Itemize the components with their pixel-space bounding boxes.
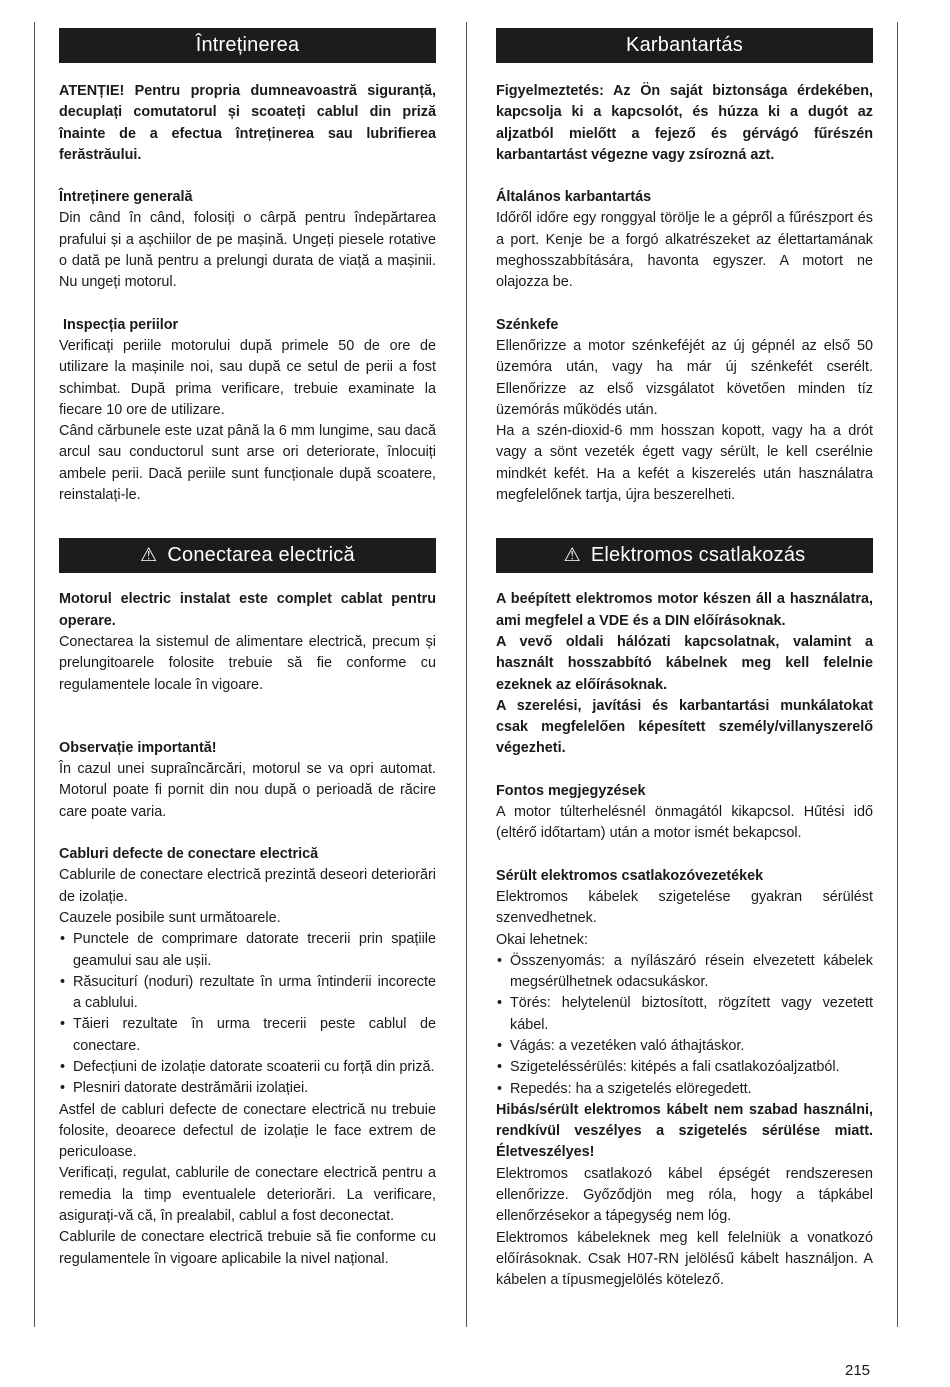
list-item: • Repedés: ha a szigetelés elöregedett. bbox=[496, 1079, 873, 1100]
list-item: • Defecțiuni de izolație datorate scoaterii cu forță din priză. bbox=[59, 1057, 436, 1078]
bold-paragraph: A szerelési, javítási és karbantartási munkálatokat csak megfelelően képesített személy/villanyszerelő végezheti. bbox=[496, 697, 873, 757]
subheading: Inspecția periilor bbox=[63, 316, 179, 333]
paragraph: Verificați periile motorului după primele 50 de ore de utilizare la mașinile noi, sau după ce setul de perii a fost schimbat. După prima verificare, trebuie examinate la fiecare 10 ore de utilizare. bbox=[59, 337, 436, 418]
warning-triangle-icon: ⚠ bbox=[140, 545, 158, 567]
warning-text: Figyelmeztetés: Az Ön saját biztonsága érdekében, kapcsolja ki a kapcsolót, és húzza ki a dugót az aljzatból mielőtt a fejező és gérvágó fűrészén karbantartást végezne vagy zsírozná azt. bbox=[496, 83, 873, 163]
column-divider-middle bbox=[466, 22, 467, 1327]
paragraph: Elektromos kábelek szigetelése gyakran sérülést szenvedhetnek. bbox=[496, 888, 873, 927]
subheading: Cabluri defecte de conectare electrică bbox=[59, 846, 319, 863]
paragraph: Când cărbunele este uzat până la 6 mm lungime, sau dacă arcul sau conductorul sunt arse ori deteriorate, înlocuiți ambele perii. Dacă periile sunt funcționale după scoatere, reinstalați-le. bbox=[59, 423, 436, 504]
paragraph: Conectarea la sistemul de alimentare electrică, precum și prelungitoarele folosite trebuie să fie conforme cu regulamentele locale în vigoare. bbox=[59, 633, 436, 693]
list-item: • Tăieri rezultate în urma trecerii peste cablul de conectare. bbox=[59, 1014, 436, 1057]
subheading: Általános karbantartás bbox=[496, 189, 652, 206]
paragraph: Cablurile de conectare electrică trebuie să fie conforme cu regulamentele în vigoare aplicabile la nivel național. bbox=[59, 1229, 436, 1267]
subheading: Observație importantă! bbox=[59, 739, 217, 756]
subheading: Sérült elektromos csatlakozóvezetékek bbox=[496, 867, 764, 884]
paragraph: Időről időre egy ronggyal törölje le a gépről a fűrészport és a port. Kenje be a forgó alkatrészeket az élettartamának meghosszabbítására, havonta egyszer. A motort ne olajozza be. bbox=[496, 210, 873, 291]
section-header-maintenance-hu: Karbantartás bbox=[496, 28, 873, 63]
list-item: • Törés: helytelenül biztosított, rögzített vagy vezetett kábel. bbox=[496, 993, 873, 1036]
subheading: Fontos megjegyzések bbox=[496, 782, 646, 799]
causes-list bbox=[59, 929, 436, 1099]
paragraph: Verificați, regulat, cablurile de conectare electrică pentru a remedia la timp eventualele deteriorări. La verificare, asigurați-vă că, în prealabil, cablul a fost deconectat. bbox=[59, 1165, 436, 1225]
paragraph: Elektromos kábeleknek meg kell felelniük a vonatkozó előírásoknak. Csak H07-RN jelölésű kábelt használjon. A kábelen a típusmegjelölés kötelező. bbox=[496, 1229, 873, 1289]
paragraph: Din când în când, folosiți o cârpă pentru îndepărtarea prafului și a așchiilor de pe mașină. Ungeți piesele rotative o dată pe lună pentru a prelungi durata de viață a mașinii. Nu ungeți motorul. bbox=[59, 210, 436, 291]
warning-text: ATENȚIE! Pentru propria dumneavoastră siguranță, decuplați comutatorul și scoateți cablul din priză înainte de a efectua întreținerea sau lubrifierea ferăstrăului. bbox=[59, 83, 436, 163]
paragraph: Cauzele posibile sunt următoarele. bbox=[59, 909, 281, 926]
paragraph: Cablurile de conectare electrică prezintă deseori deteriorări de izolație. bbox=[59, 867, 436, 905]
left-column bbox=[59, 28, 436, 1270]
list-item: • Szigeteléssérülés: kitépés a fali csatlakozóaljzatból. bbox=[496, 1057, 873, 1078]
list-item: • Plesniri datorate destrămării izolației. bbox=[59, 1078, 436, 1099]
section-header-electrical-ro: ⚠ Conectarea electrică bbox=[59, 538, 436, 573]
intro-bold: Motorul electric instalat este complet cablat pentru operare. bbox=[59, 591, 436, 629]
list-item: • Răsuciturí (noduri) rezultate în urma întinderii incorecte a cablului. bbox=[59, 972, 436, 1015]
paragraph: Elektromos csatlakozó kábel épségét rendszeresen ellenőrizze. Győződjön meg róla, hogy a tápkábel ellenőrzésekor a tápegység nem lóg. bbox=[496, 1165, 873, 1225]
section-header-electrical-hu: ⚠ Elektromos csatlakozás bbox=[496, 538, 873, 573]
warning-triangle-icon: ⚠ bbox=[563, 545, 581, 567]
column-divider-left bbox=[34, 22, 35, 1327]
right-column bbox=[496, 28, 873, 1292]
subheading: Szénkefe bbox=[496, 316, 559, 333]
paragraph: Ellenőrizze a motor szénkeféjét az új gépnél az első 50 üzemóra után, vagy ha már új szénkefét cserélt. Ellenőrizze az első vizsgálatot követően minden tíz üzemórás működés után. bbox=[496, 337, 873, 418]
paragraph: A motor túlterhelésnél önmagától kikapcsol. Hűtési idő (eltérő időtartam) után a motor ismét bekapcsol. bbox=[496, 804, 873, 842]
page-number: 215 bbox=[845, 1362, 871, 1379]
bold-paragraph: A vevő oldali hálózati kapcsolatnak, valamint a használt hosszabbító kábelnek meg kell felelnie ezeknek az előírásoknak. bbox=[496, 633, 873, 693]
list-item: • Punctele de comprimare datorate trecerii prin spațiile geamului sau ale ușii. bbox=[59, 929, 436, 972]
causes-list bbox=[496, 951, 873, 1100]
bold-paragraph: Hibás/sérült elektromos kábelt nem szabad használni, rendkívül veszélyes a szigetelés sérülése miatt. Életveszélyes! bbox=[496, 1101, 873, 1161]
bold-paragraph: A beépített elektromos motor készen áll a használatra, ami megfelel a VDE és a DIN előírásoknak. bbox=[496, 591, 873, 629]
column-divider-right bbox=[897, 22, 898, 1327]
subheading: Întreținere generală bbox=[59, 189, 193, 206]
paragraph: Ha a szén-dioxid-6 mm hosszan kopott, vagy ha a drót vagy a sönt vezeték égett vagy sérült, le kell cserélnie mindkét kefét. Ha a kefét a kiszerelés után használatra megfelelőnek tartja, újra beszerelheti. bbox=[496, 423, 873, 504]
paragraph: Astfel de cabluri defecte de conectare electrică nu trebuie folosite, deoarece defectul de izolație le face extrem de periculoase. bbox=[59, 1101, 436, 1161]
list-item: • Vágás: a vezetéken való áthajtáskor. bbox=[496, 1036, 873, 1057]
paragraph: Okai lehetnek: bbox=[496, 931, 588, 948]
paragraph: În cazul unei supraîncărcări, motorul se va opri automat. Motorul poate fi pornit din nou după o perioadă de răcire care poate varia. bbox=[59, 761, 436, 820]
list-item: • Összenyomás: a nyílászáró résein elvezetett kábelek megsérülhetnek odacsukáskor. bbox=[496, 951, 873, 994]
section-header-maintenance-ro: Întreținerea bbox=[59, 28, 436, 63]
